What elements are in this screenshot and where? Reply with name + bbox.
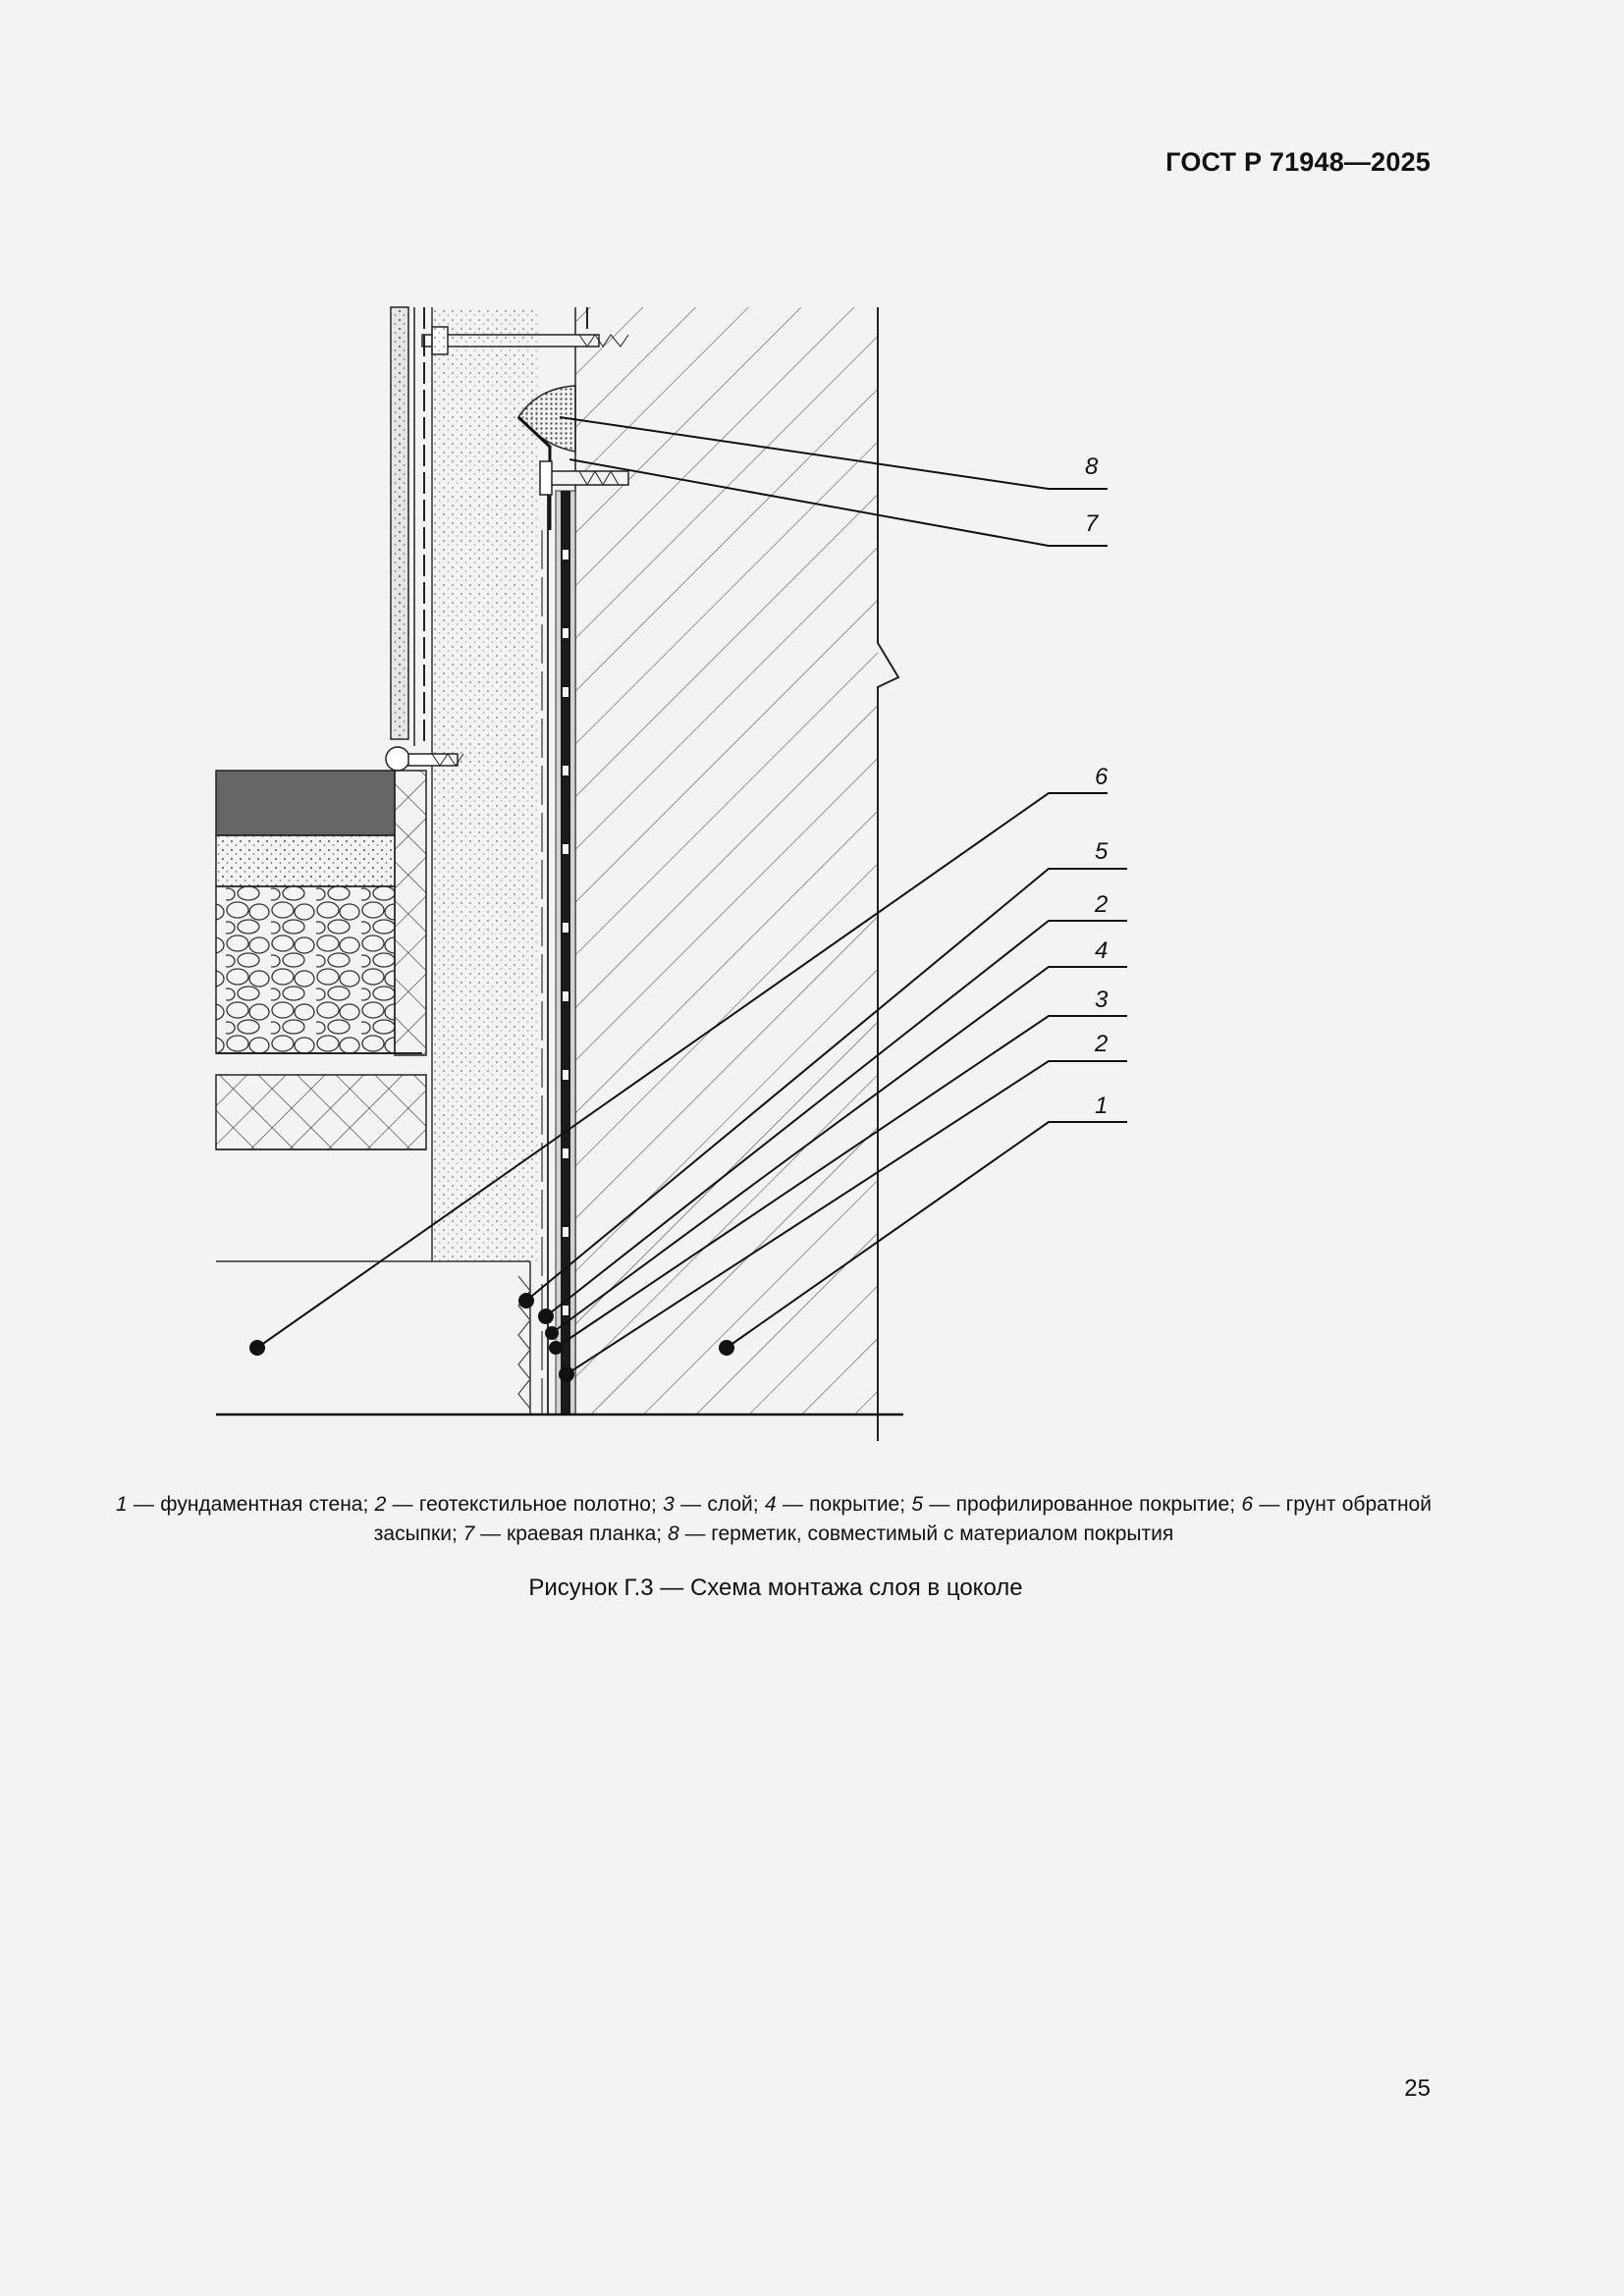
callout-8: 8 <box>1085 454 1099 480</box>
callout-5: 5 <box>1095 838 1109 865</box>
legend-item-4: 4 — покрытие; <box>764 1493 912 1516</box>
callout-2-lower: 2 <box>1095 1031 1109 1057</box>
waterproofing-layers <box>542 461 575 1415</box>
legend-item-6: 6 — грунт обратной засыпки; <box>373 1493 1432 1545</box>
legend-item-7: 7 — краевая планка; <box>462 1522 668 1545</box>
document-code: ГОСТ Р 71948—2025 <box>1165 147 1431 177</box>
callout-4: 4 <box>1095 937 1109 964</box>
figure-caption: Рисунок Г.3 — Схема монтажа слоя в цоколе <box>528 1575 1023 1601</box>
figure-legend <box>116 1490 1432 1549</box>
page-number: 25 <box>1404 2075 1431 2102</box>
callout-6: 6 <box>1095 764 1109 790</box>
legend-item-8: 8 — герметик, совместимый с материалом покрытия <box>667 1522 1174 1545</box>
callout-7: 7 <box>1085 510 1099 537</box>
legend-item-3: 3 — слой; <box>663 1493 765 1516</box>
legend-item-2: 2 — геотекстильное полотно; <box>374 1493 664 1516</box>
legend-item-1: 1 — фундаментная стена; <box>116 1493 375 1516</box>
legend-item-5: 5 — профилированное покрытие; <box>911 1493 1242 1516</box>
pavement-layers <box>216 771 426 1149</box>
callout-2-upper: 2 <box>1095 891 1109 918</box>
callout-3: 3 <box>1095 987 1109 1013</box>
callout-1: 1 <box>1095 1093 1109 1119</box>
